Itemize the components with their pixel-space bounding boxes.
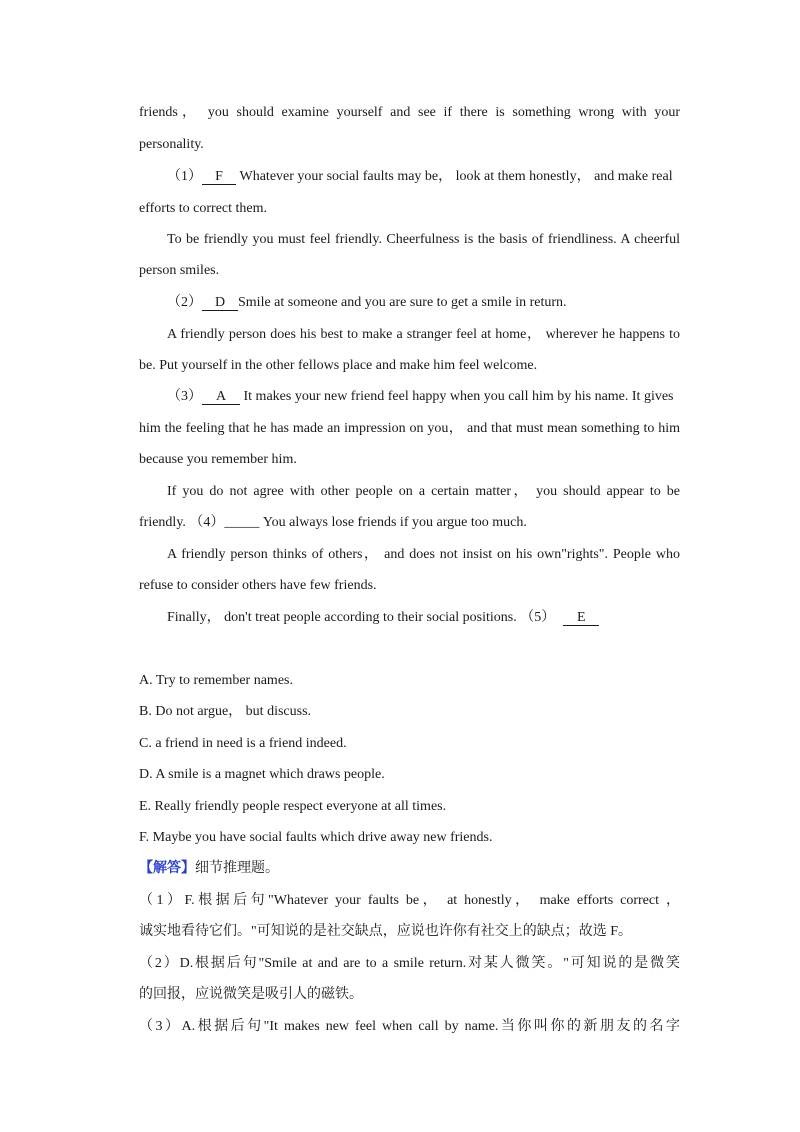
- passage-line: To be friendly you must feel friendly. Cheerfulness is the basis of friendliness. A cheerful: [167, 232, 680, 247]
- answer-1-line-1: （1）F.根据后句"Whatever your faults be， at honestly， make efforts correct ，: [139, 893, 680, 908]
- answer-blank: A: [202, 389, 240, 405]
- answer-3-line-1: （3）A.根据后句"It makes new feel when call by name.当你叫你的新朋友的名字: [139, 1019, 680, 1034]
- question-text: Smile at someone and you are sure to get a smile in return.: [238, 295, 567, 310]
- question-text: It makes your new friend feel happy when you call him by his name. It gives: [240, 389, 674, 404]
- passage-line: him the feeling that he has made an impression on you， and that must mean something to him: [139, 421, 680, 436]
- passage-line: friends， you should examine yourself and see if there is something wrong with your: [139, 105, 680, 120]
- answer-header: [139, 860, 680, 878]
- question-text: Whatever your social faults may be， look at them honestly， and make real: [236, 169, 673, 184]
- option-e: E. Really friendly people respect everyone at all times.: [139, 799, 447, 814]
- answer-blank: _____: [224, 515, 260, 530]
- passage-line: efforts to correct them.: [139, 201, 268, 216]
- passage-line: personality.: [139, 137, 204, 152]
- answer-tag: 【解答】: [139, 861, 195, 876]
- question-prefix: friendly. （4）: [139, 515, 225, 530]
- answer-blank: F: [202, 169, 236, 185]
- answer-blank: E: [563, 610, 599, 626]
- question-number: （3）: [167, 389, 202, 404]
- passage-line: because you remember him.: [139, 452, 297, 467]
- answer-intro: 细节推理题。: [195, 861, 279, 876]
- option-c: C. a friend in need is a friend indeed.: [139, 736, 347, 751]
- passage-line: If you do not agree with other people on a certain matter， you should appear to be: [167, 484, 680, 499]
- answer-2-line-2: 的回报，应说微笑是吸引人的磁铁。: [139, 987, 363, 1002]
- option-b: B. Do not argue， but discuss.: [139, 704, 312, 719]
- question-number: （1）: [167, 169, 202, 184]
- question-3: [167, 388, 680, 406]
- option-d: D. A smile is a magnet which draws people.: [139, 767, 385, 782]
- option-f: F. Maybe you have social faults which drive away new friends.: [139, 830, 493, 845]
- answer-blank: D: [202, 295, 238, 311]
- option-a: A. Try to remember names.: [139, 673, 293, 688]
- passage-line: refuse to consider others have few friends.: [139, 578, 377, 593]
- question-text: You always lose friends if you argue too much.: [259, 515, 527, 530]
- question-prefix: Finally， don't treat people according to their social positions. （5）: [167, 610, 556, 625]
- answer-1-line-2: 诚实地看待它们。"可知说的是社交缺点，应说也许你有社交上的缺点；故选 F。: [139, 924, 632, 939]
- question-4: [139, 514, 680, 532]
- answer-2-line-1: （2）D.根据后句"Smile at and are to a smile return.对某人微笑。"可知说的是微笑: [139, 956, 680, 971]
- passage-line: A friendly person thinks of others， and does not insist on his own"rights". People who: [167, 547, 680, 562]
- question-number: （2）: [167, 295, 202, 310]
- passage-line: person smiles.: [139, 263, 220, 278]
- passage-line: be. Put yourself in the other fellows place and make him feel welcome.: [139, 358, 538, 373]
- question-1: [167, 168, 680, 186]
- passage-line: A friendly person does his best to make a stranger feel at home， wherever he happens to: [167, 327, 680, 342]
- question-5: [167, 609, 680, 627]
- question-2: [167, 294, 680, 312]
